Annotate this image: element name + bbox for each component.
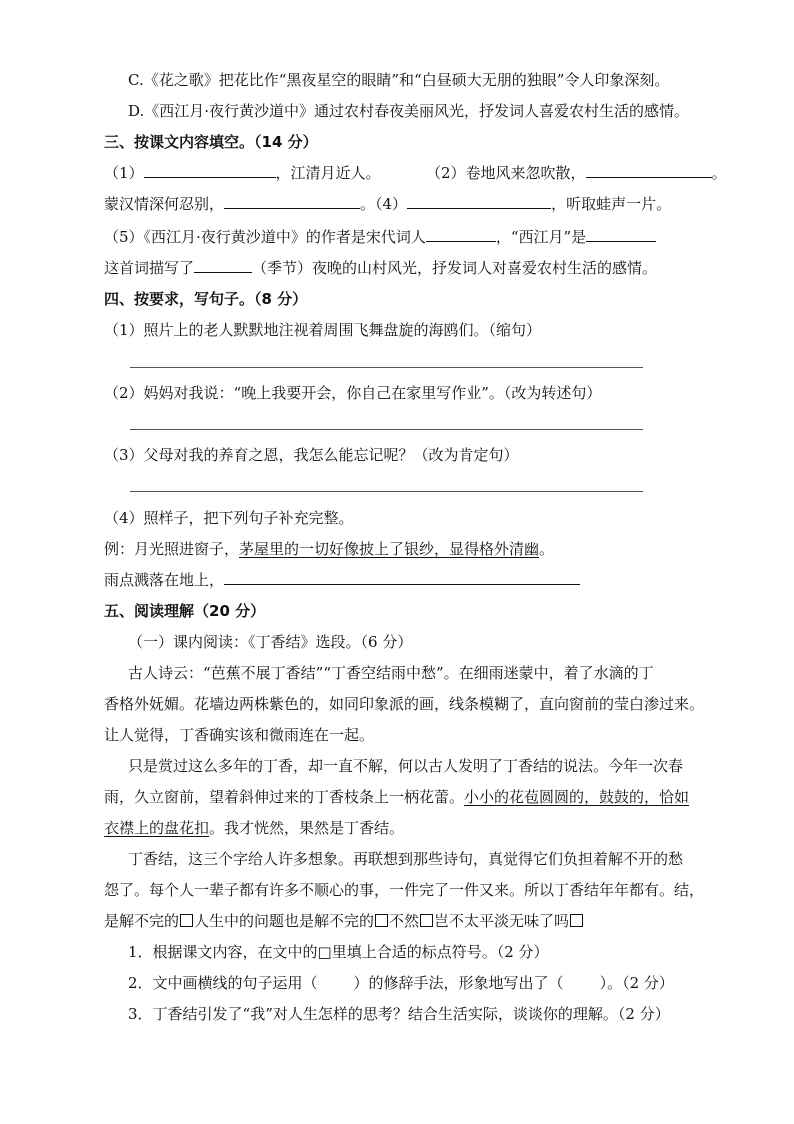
s4-example — [104, 539, 554, 559]
punctuation-box-3[interactable] — [420, 914, 433, 927]
s3-q2-period: 。 — [711, 164, 727, 182]
option-d: D.《西江月·夜行黄沙道中》通过农村春夜美丽风光，抒发词人喜爱农村生活的感情。 — [128, 102, 690, 120]
s5-p3-text-d: 岂不太平淡无味了吗 — [434, 912, 570, 930]
s3-q5-text-c: 这首词描写了 — [104, 259, 195, 277]
s3-q2-blank[interactable] — [586, 163, 712, 178]
s3-q5-text-d: （季节）夜晚的山村风光，抒发词人对喜爱农村生活的感情。 — [252, 259, 658, 277]
s5-p2-line3 — [104, 818, 404, 838]
s5-p1-line1: 古人诗云：“芭蕉不展丁香结”“丁香空结雨中愁”。在细雨迷蒙中，着了水滴的丁 — [128, 664, 654, 682]
s4-q4: （4）照样子，把下列句子补充完整。 — [104, 509, 354, 527]
s3-q3-blank[interactable] — [224, 194, 360, 209]
s4-rain-text: 雨点溅落在地上， — [104, 571, 225, 589]
s4-rain-blank[interactable] — [224, 570, 580, 585]
s5-question-2 — [128, 973, 674, 993]
punctuation-box-1[interactable] — [180, 914, 193, 927]
s3-q5 — [104, 227, 656, 247]
s3-q4-number: 。（4） — [360, 195, 408, 213]
punctuation-box-4[interactable] — [570, 914, 583, 927]
s5-p2-underlined-end: 衣襟上的盘花扣 — [104, 819, 210, 837]
s5-q2-text-c: ）。（2 分） — [599, 974, 674, 992]
s3-q2 — [426, 163, 727, 183]
s5-question-1: 1．根据课文内容，在文中的□里填上合适的标点符号。（2 分） — [128, 943, 549, 961]
s3-q1-number: （1） — [104, 164, 144, 182]
punctuation-box-2[interactable] — [375, 914, 388, 927]
section-5-heading: 五、阅读理解（20 分） — [104, 602, 266, 620]
section-4-heading: 四、按要求，写句子。（8 分） — [104, 290, 308, 308]
s4-q1-answer-line[interactable] — [130, 367, 643, 368]
s5-p2-line2 — [104, 787, 689, 807]
s5-p3-text-a: 是解不完的 — [104, 912, 180, 930]
s5-p2-line3-text: 。我才恍然，果然是丁香结。 — [209, 819, 405, 837]
s3-q5-blank-author[interactable] — [426, 227, 496, 242]
s5-p3-line3 — [104, 911, 584, 931]
s5-p1-line2: 香格外妩媚。花墙边两株紫色的，如同印象派的画，线条模糊了，直向窗前的莹白渗过来。 — [104, 695, 705, 713]
s3-q1-text: ，江清月近人。 — [275, 164, 381, 182]
s5-p1-line3: 让人觉得，丁香确实该和微雨连在一起。 — [104, 726, 375, 744]
s4-q1: （1）照片上的老人默默地注视着周围飞舞盘旋的海鸥们。（缩句） — [104, 321, 542, 339]
s3-q3-text: 蒙汉情深何忍别， — [104, 195, 225, 213]
s4-example-underlined: 茅屋里的一切好像披上了银纱，显得格外清幽 — [239, 540, 540, 558]
s3-q3 — [104, 194, 671, 214]
s4-example-start: 例：月光照进窗子， — [104, 540, 240, 558]
s5-p2-line2-text: 雨，久立窗前，望着斜伸过来的丁香枝条上一柄花蕾。 — [104, 788, 465, 806]
s5-question-3: 3．丁香结引发了“我”对人生怎样的思考？结合生活实际，谈谈你的理解。（2 分） — [128, 1005, 670, 1023]
s3-q5-text-a: （5）《西江月·夜行黄沙道中》的作者是宋代词人 — [104, 228, 426, 246]
s3-q1 — [104, 163, 381, 183]
s3-q4-text: ，听取蛙声一片。 — [551, 195, 672, 213]
s5-subheading: （一）课内阅读：《丁香结》选段。（6 分） — [128, 633, 413, 651]
s4-q3: （3）父母对我的养育之恩，我怎么能忘记呢？（改为肯定句） — [104, 446, 519, 464]
s3-q1-blank[interactable] — [144, 163, 276, 178]
s3-q5-cont — [104, 258, 657, 278]
s5-p3-text-b: 人生中的问题也是解不完的 — [194, 912, 375, 930]
s4-example-end: 。 — [539, 540, 555, 558]
s3-q4-blank[interactable] — [407, 194, 551, 209]
s5-p2-underlined-sentence: 小小的花苞圆圆的，鼓鼓的，恰如 — [464, 788, 690, 806]
s3-q5-blank-season[interactable] — [194, 258, 252, 273]
s5-p2-line1: 只是赏过这么多年的丁香，却一直不解，何以古人发明了丁香结的说法。今年一次春 — [128, 757, 684, 775]
s3-q2-text: 卷地风来忽吹散， — [465, 164, 586, 182]
s5-q2-text-b: ）的修辞手法，形象地写出了（ — [353, 974, 564, 992]
s5-p3-line2: 怨了。每个人一辈子都有许多不顺心的事，一件完了一件又来。所以丁香结年年都有。结， — [104, 881, 705, 899]
s4-rain — [104, 570, 580, 590]
s5-q2-text-a: 2．文中画横线的句子运用（ — [128, 974, 318, 992]
s5-p3-line1: 丁香结，这三个字给人许多想象。再联想到那些诗句，真觉得它们负担着解不开的愁 — [128, 850, 684, 868]
option-c: C.《花之歌》把花比作“黑夜星空的眼睛”和“白昼硕大无朋的独眼”令人印象深刻。 — [128, 71, 670, 89]
s4-q3-answer-line[interactable] — [130, 491, 643, 492]
section-3-heading: 三、按课文内容填空。（14 分） — [104, 133, 318, 151]
s4-q2: （2）妈妈对我说：“晚上我要开会，你自己在家里写作业”。（改为转述句） — [104, 384, 602, 402]
s3-q5-blank-cipai[interactable] — [586, 227, 656, 242]
s3-q5-text-b: ，“西江月”是 — [495, 228, 587, 246]
s3-q2-number: （2） — [426, 164, 466, 182]
s5-p3-text-c: 不然 — [389, 912, 420, 930]
s4-q2-answer-line[interactable] — [130, 429, 643, 430]
